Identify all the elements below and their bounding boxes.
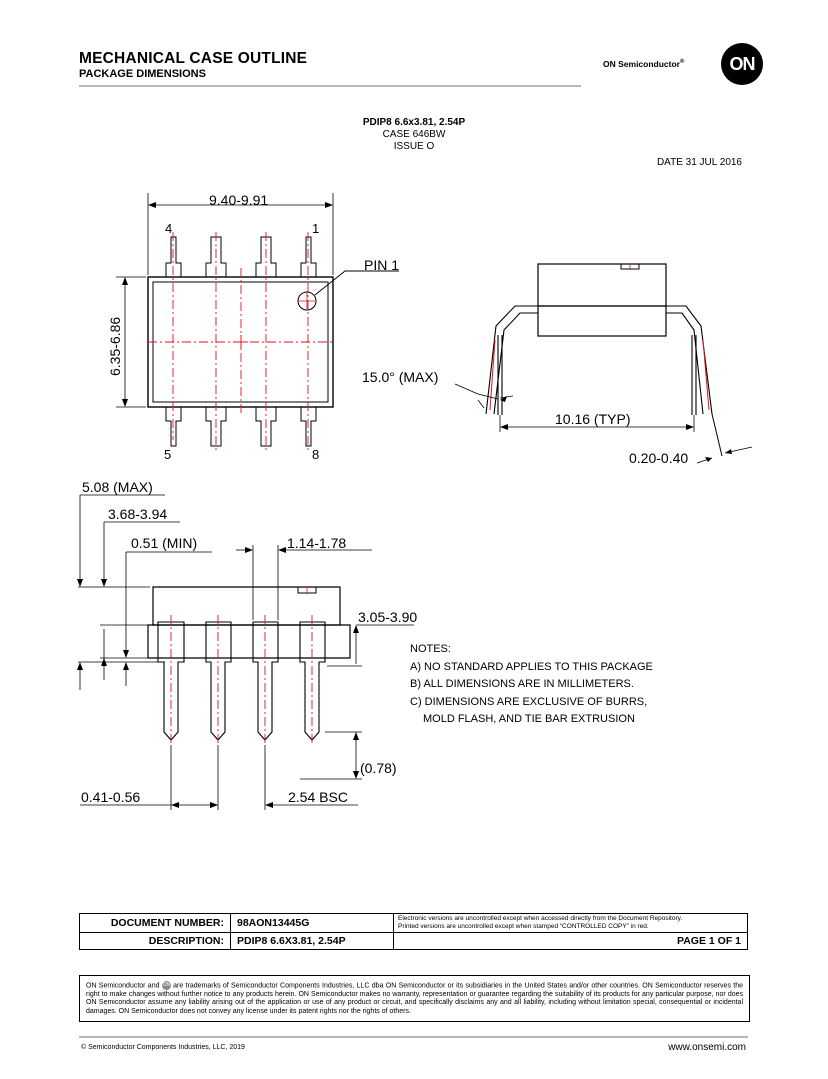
legal-disclaimer bbox=[79, 975, 750, 1022]
page-indicator: PAGE 1 OF 1 bbox=[394, 933, 748, 950]
side-leads bbox=[158, 622, 325, 740]
dim-tip: (0.78) bbox=[360, 760, 397, 776]
top-view bbox=[116, 193, 399, 450]
document-info-table bbox=[79, 913, 748, 950]
dim-pitch: 2.54 BSC bbox=[288, 789, 348, 805]
doc-number-value: 98AON13445G bbox=[231, 914, 394, 933]
pin-4-label: 4 bbox=[165, 221, 173, 236]
on-inline-logo-icon: ON bbox=[162, 982, 171, 988]
package-issue: ISSUE O bbox=[393, 141, 435, 152]
end-body-bottom bbox=[538, 306, 666, 336]
side-centerlines bbox=[171, 615, 312, 745]
pin-5-label: 5 bbox=[164, 447, 172, 462]
dim-row-spacing: 10.16 (TYP) bbox=[555, 411, 631, 427]
copyright: © Semiconductor Components Industries, LLC, 2019 bbox=[81, 1044, 245, 1051]
dim-upper-lead: 1.14-1.78 bbox=[287, 535, 347, 551]
package-name: PDIP8 6.6x3.81, 2.54P bbox=[362, 117, 466, 128]
registered-mark: ® bbox=[679, 59, 685, 66]
website-link[interactable]: www.onsemi.com bbox=[668, 1042, 746, 1053]
notes-title: NOTES: bbox=[410, 643, 451, 655]
dim-body-height: 3.68-3.94 bbox=[108, 506, 168, 522]
dim-lead-thickness: 0.20-0.40 bbox=[629, 450, 689, 466]
end-body-top bbox=[538, 264, 666, 306]
dim-angle: 15.0° (MAX) bbox=[362, 369, 439, 385]
legal-prefix: ON Semiconductor and bbox=[86, 982, 160, 990]
pin1-label: PIN 1 bbox=[364, 257, 400, 273]
dim-seated-height: 5.08 (MAX) bbox=[82, 479, 153, 495]
dim-height: 6.35-6.86 bbox=[107, 316, 123, 376]
pin-1-label: 1 bbox=[312, 221, 320, 236]
repo-note-line2: Printed versions are uncontrolled except when stamped “CONTROLLED COPY” in red. bbox=[398, 923, 649, 930]
legal-text: are trademarks of Semiconductor Components Industries, LLC dba ON Semiconductor or its subsidiaries in the United States and/or other countries. ON Semiconductor reserves the right to make changes without further notice to any products herein. ON Semiconductor makes no warranty, representation or guarantee regarding the suitability of its products for any particular purpose, nor does ON Semiconductor assume any liability arising out of the application or use of any product or circuit, and specifically disclaims any and all liability, including without limitation special, consequential or incidental damages. ON Semiconductor does not convey any license under its patent rights nor the rights of others. bbox=[86, 982, 743, 1015]
notes-block bbox=[410, 641, 653, 729]
doc-number-label: DOCUMENT NUMBER: bbox=[80, 914, 231, 933]
end-view bbox=[455, 264, 752, 463]
dim-lead-length: 3.05-3.90 bbox=[358, 609, 418, 625]
center-cross bbox=[234, 335, 248, 349]
pin-8-label: 8 bbox=[312, 447, 320, 462]
on-logo-icon: ON bbox=[721, 43, 763, 85]
note-c-cont: MOLD FLASH, AND TIE BAR EXTRUSION bbox=[423, 713, 635, 725]
dim-lead-width: 0.41-0.56 bbox=[81, 789, 141, 805]
page-title: MECHANICAL CASE OUTLINE bbox=[79, 50, 308, 67]
footer-divider bbox=[79, 1036, 748, 1038]
repo-note-line1: Electronic versions are uncontrolled except when accessed directly from the Document Repository. bbox=[398, 915, 683, 922]
note-a: A) NO STANDARD APPLIES TO THIS PACKAGE bbox=[410, 660, 653, 673]
repository-note bbox=[394, 914, 748, 933]
side-body-lower bbox=[148, 625, 350, 658]
page-subtitle: PACKAGE DIMENSIONS bbox=[79, 68, 206, 80]
note-b: B) ALL DIMENSIONS ARE IN MILLIMETERS. bbox=[410, 678, 634, 690]
note-c: C) DIMENSIONS ARE EXCLUSIVE OF BURRS, bbox=[410, 695, 648, 708]
package-date: DATE 31 JUL 2016 bbox=[656, 157, 742, 168]
dim-width: 9.40-9.91 bbox=[209, 192, 269, 208]
description-label: DESCRIPTION: bbox=[80, 933, 231, 950]
package-case: CASE 646BW bbox=[382, 129, 446, 140]
dim-standoff: 0.51 (MIN) bbox=[131, 535, 198, 551]
description-value: PDIP8 6.6X3.81, 2.54P bbox=[231, 933, 394, 950]
brand-text: ON Semiconductor bbox=[603, 59, 680, 69]
